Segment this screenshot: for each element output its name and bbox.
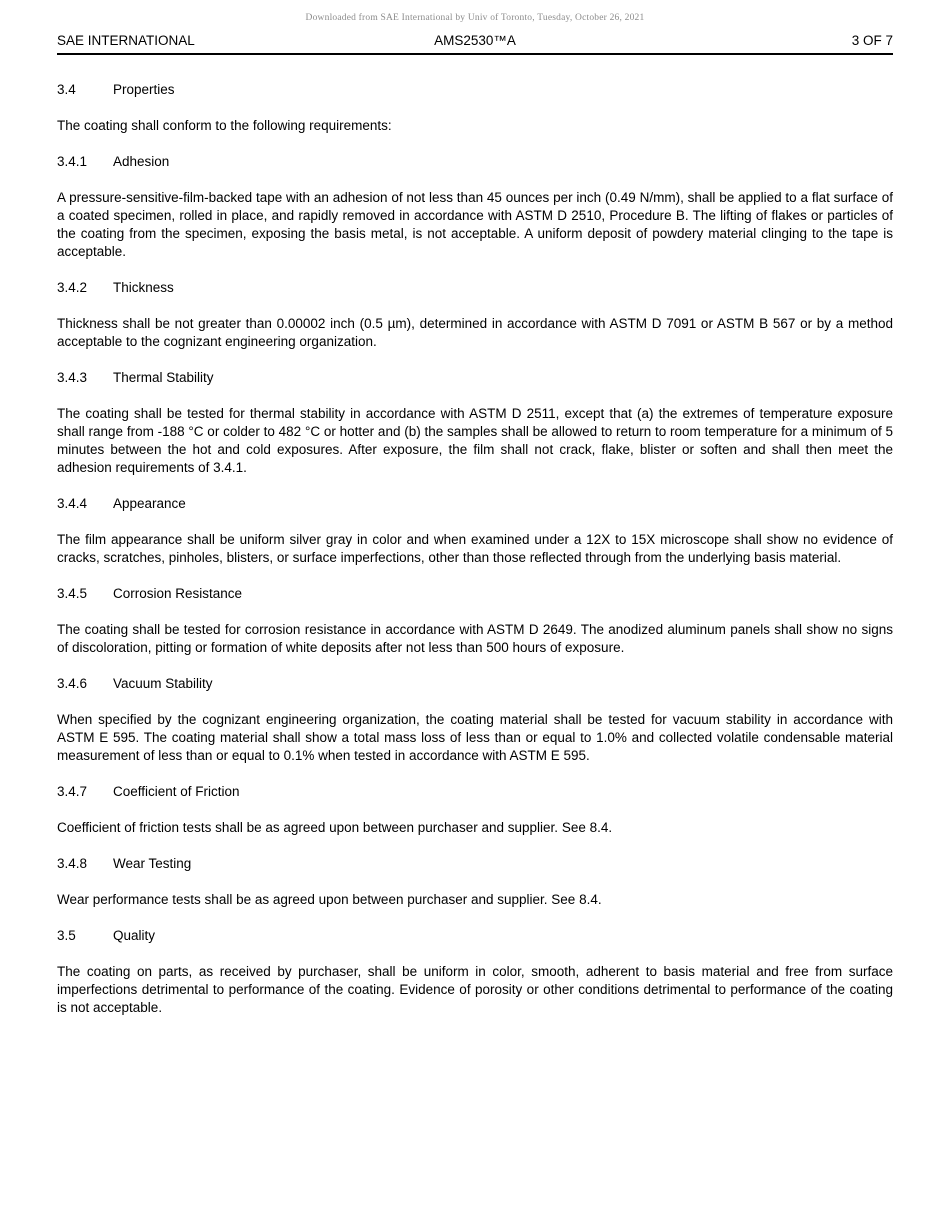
- section-number: 3.4.7: [57, 784, 88, 799]
- section-3-4-3: [57, 369, 893, 477]
- section-title: Thickness: [113, 280, 174, 295]
- section-3-4-6: [57, 675, 893, 765]
- section-number: 3.4.5: [57, 586, 88, 601]
- section-paragraph: The coating shall be tested for thermal stability in accordance with ASTM D 2511, except that (a) the extremes of temperature exposure shall range from -188 °C or colder to 482 °C or hotter and (b) the samples shall be allowed to return to room temperature for a minimum of 5 minutes between the hot and cold exposures. After exposure, the film shall not crack, flake, blister or soften and shall then meet the adhesion requirements of 3.4.1.: [57, 406, 893, 475]
- section-heading: [57, 495, 893, 513]
- section-3-4-8: [57, 855, 893, 909]
- section-number: 3.5: [57, 928, 76, 943]
- section-number: 3.4.6: [57, 676, 88, 691]
- section-paragraph: The coating shall be tested for corrosion resistance in accordance with ASTM D 2649. The anodized aluminum panels shall show no signs of discoloration, pitting or formation of white deposits after not less than 500 hours of exposure.: [57, 622, 893, 655]
- section-title: Wear Testing: [113, 856, 192, 871]
- section-heading: [57, 855, 893, 873]
- section-heading: [57, 783, 893, 801]
- section-heading: [57, 675, 893, 693]
- section-3-4-2: [57, 279, 893, 351]
- section-number: 3.4.1: [57, 154, 88, 169]
- header-page-number: 3 OF 7: [851, 33, 894, 48]
- section-paragraph: Thickness shall be not greater than 0.00002 inch (0.5 µm), determined in accordance with ASTM D 7091 or ASTM B 567 or by a method acceptable to the cognizant engineering organization.: [57, 316, 893, 349]
- section-paragraph: Coefficient of friction tests shall be as agreed upon between purchaser and supplier. See 8.4.: [57, 820, 613, 835]
- section-paragraph: A pressure-sensitive-film-backed tape with an adhesion of not less than 45 ounces per inch (0.49 N/mm), shall be applied to a flat surface of a coated specimen, rolled in place, and rapidly removed in accordance with ASTM D 2510, Procedure B. The lifting of flakes or particles of the coating from the specimen, exposing the basis metal, is not acceptable. A uniform deposit of powdery material clinging to the tape is acceptable.: [57, 190, 893, 259]
- section-title: Quality: [113, 928, 156, 943]
- section-number: 3.4.4: [57, 496, 88, 511]
- section-number: 3.4: [57, 82, 76, 97]
- section-3-5: [57, 927, 893, 1017]
- section-heading: [57, 279, 893, 297]
- section-number: 3.4.2: [57, 280, 88, 295]
- page-header: [57, 33, 893, 55]
- section-title: Coefficient of Friction: [113, 784, 240, 799]
- section-3-4-1: [57, 153, 893, 261]
- section-heading: [57, 153, 893, 171]
- section-title: Thermal Stability: [113, 370, 214, 385]
- section-title: Vacuum Stability: [113, 676, 213, 691]
- section-paragraph: The film appearance shall be uniform silver gray in color and when examined under a 12X to 15X microscope shall show no evidence of cracks, scratches, pinholes, blisters, or surface imperfections, other than those reflected through from the underlying basis material.: [57, 532, 893, 565]
- section-heading: [57, 81, 893, 99]
- section-title: Adhesion: [113, 154, 170, 169]
- section-title: Appearance: [113, 496, 186, 511]
- header-doc-number: AMS2530™A: [434, 33, 516, 48]
- section-3-4-7: [57, 783, 893, 837]
- section-paragraph: The coating shall conform to the following requirements:: [57, 118, 392, 133]
- download-watermark: Downloaded from SAE International by Univ of Toronto, Tuesday, October 26, 2021: [305, 13, 645, 23]
- section-3-4-4: [57, 495, 893, 567]
- section-3-4-5: [57, 585, 893, 657]
- header-publisher: SAE INTERNATIONAL: [57, 33, 195, 48]
- section-title: Corrosion Resistance: [113, 586, 243, 601]
- section-number: 3.4.3: [57, 370, 88, 385]
- section-heading: [57, 927, 893, 945]
- section-title: Properties: [113, 82, 175, 97]
- document-body: [0, 55, 950, 1017]
- section-3-4: [57, 81, 893, 135]
- section-paragraph: The coating on parts, as received by purchaser, shall be uniform in color, smooth, adherent to basis material and free from surface imperfections detrimental to performance of the coating. Evidence of porosity or other conditions detrimental to performance of the coating is not acceptable.: [57, 964, 893, 1015]
- section-heading: [57, 585, 893, 603]
- section-paragraph: Wear performance tests shall be as agreed upon between purchaser and supplier. See 8.4.: [57, 892, 602, 907]
- section-paragraph: When specified by the cognizant engineering organization, the coating material shall be tested for vacuum stability in accordance with ASTM E 595. The coating material shall show a total mass loss of less than or equal to 1.0% and collected volatile condensable material measurement of less than or equal to 0.1% when tested in accordance with ASTM E 595.: [57, 712, 893, 763]
- section-heading: [57, 369, 893, 387]
- section-number: 3.4.8: [57, 856, 88, 871]
